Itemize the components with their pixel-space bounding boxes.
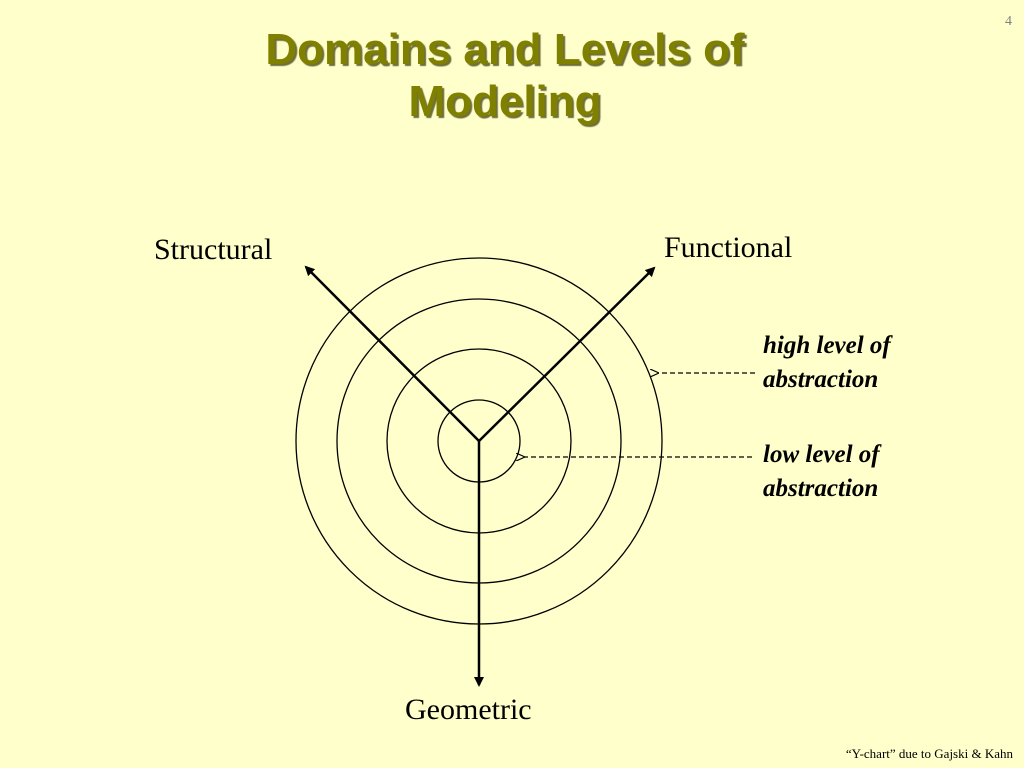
high-abstraction-line-1: high level of bbox=[763, 332, 891, 359]
structural-axis bbox=[306, 267, 479, 441]
title-line-2: Modeling bbox=[408, 77, 602, 126]
low-abstraction-line-1: low level of bbox=[763, 441, 880, 468]
structural-label: Structural bbox=[154, 233, 273, 266]
functional-axis bbox=[479, 268, 654, 441]
source-credit: “Y-chart” due to Gajski & Kahn bbox=[845, 746, 1013, 761]
geometric-label: Geometric bbox=[405, 693, 532, 726]
low-abstraction-line-2: abstraction bbox=[763, 475, 879, 502]
high-abstraction-line-2: abstraction bbox=[763, 366, 879, 393]
low-abstraction-annotation bbox=[763, 438, 880, 506]
functional-label: Functional bbox=[664, 231, 793, 264]
high-abstraction-annotation bbox=[763, 329, 891, 397]
title-line-1: Domains and Levels of bbox=[265, 25, 745, 74]
slide-number: 4 bbox=[1005, 14, 1012, 29]
